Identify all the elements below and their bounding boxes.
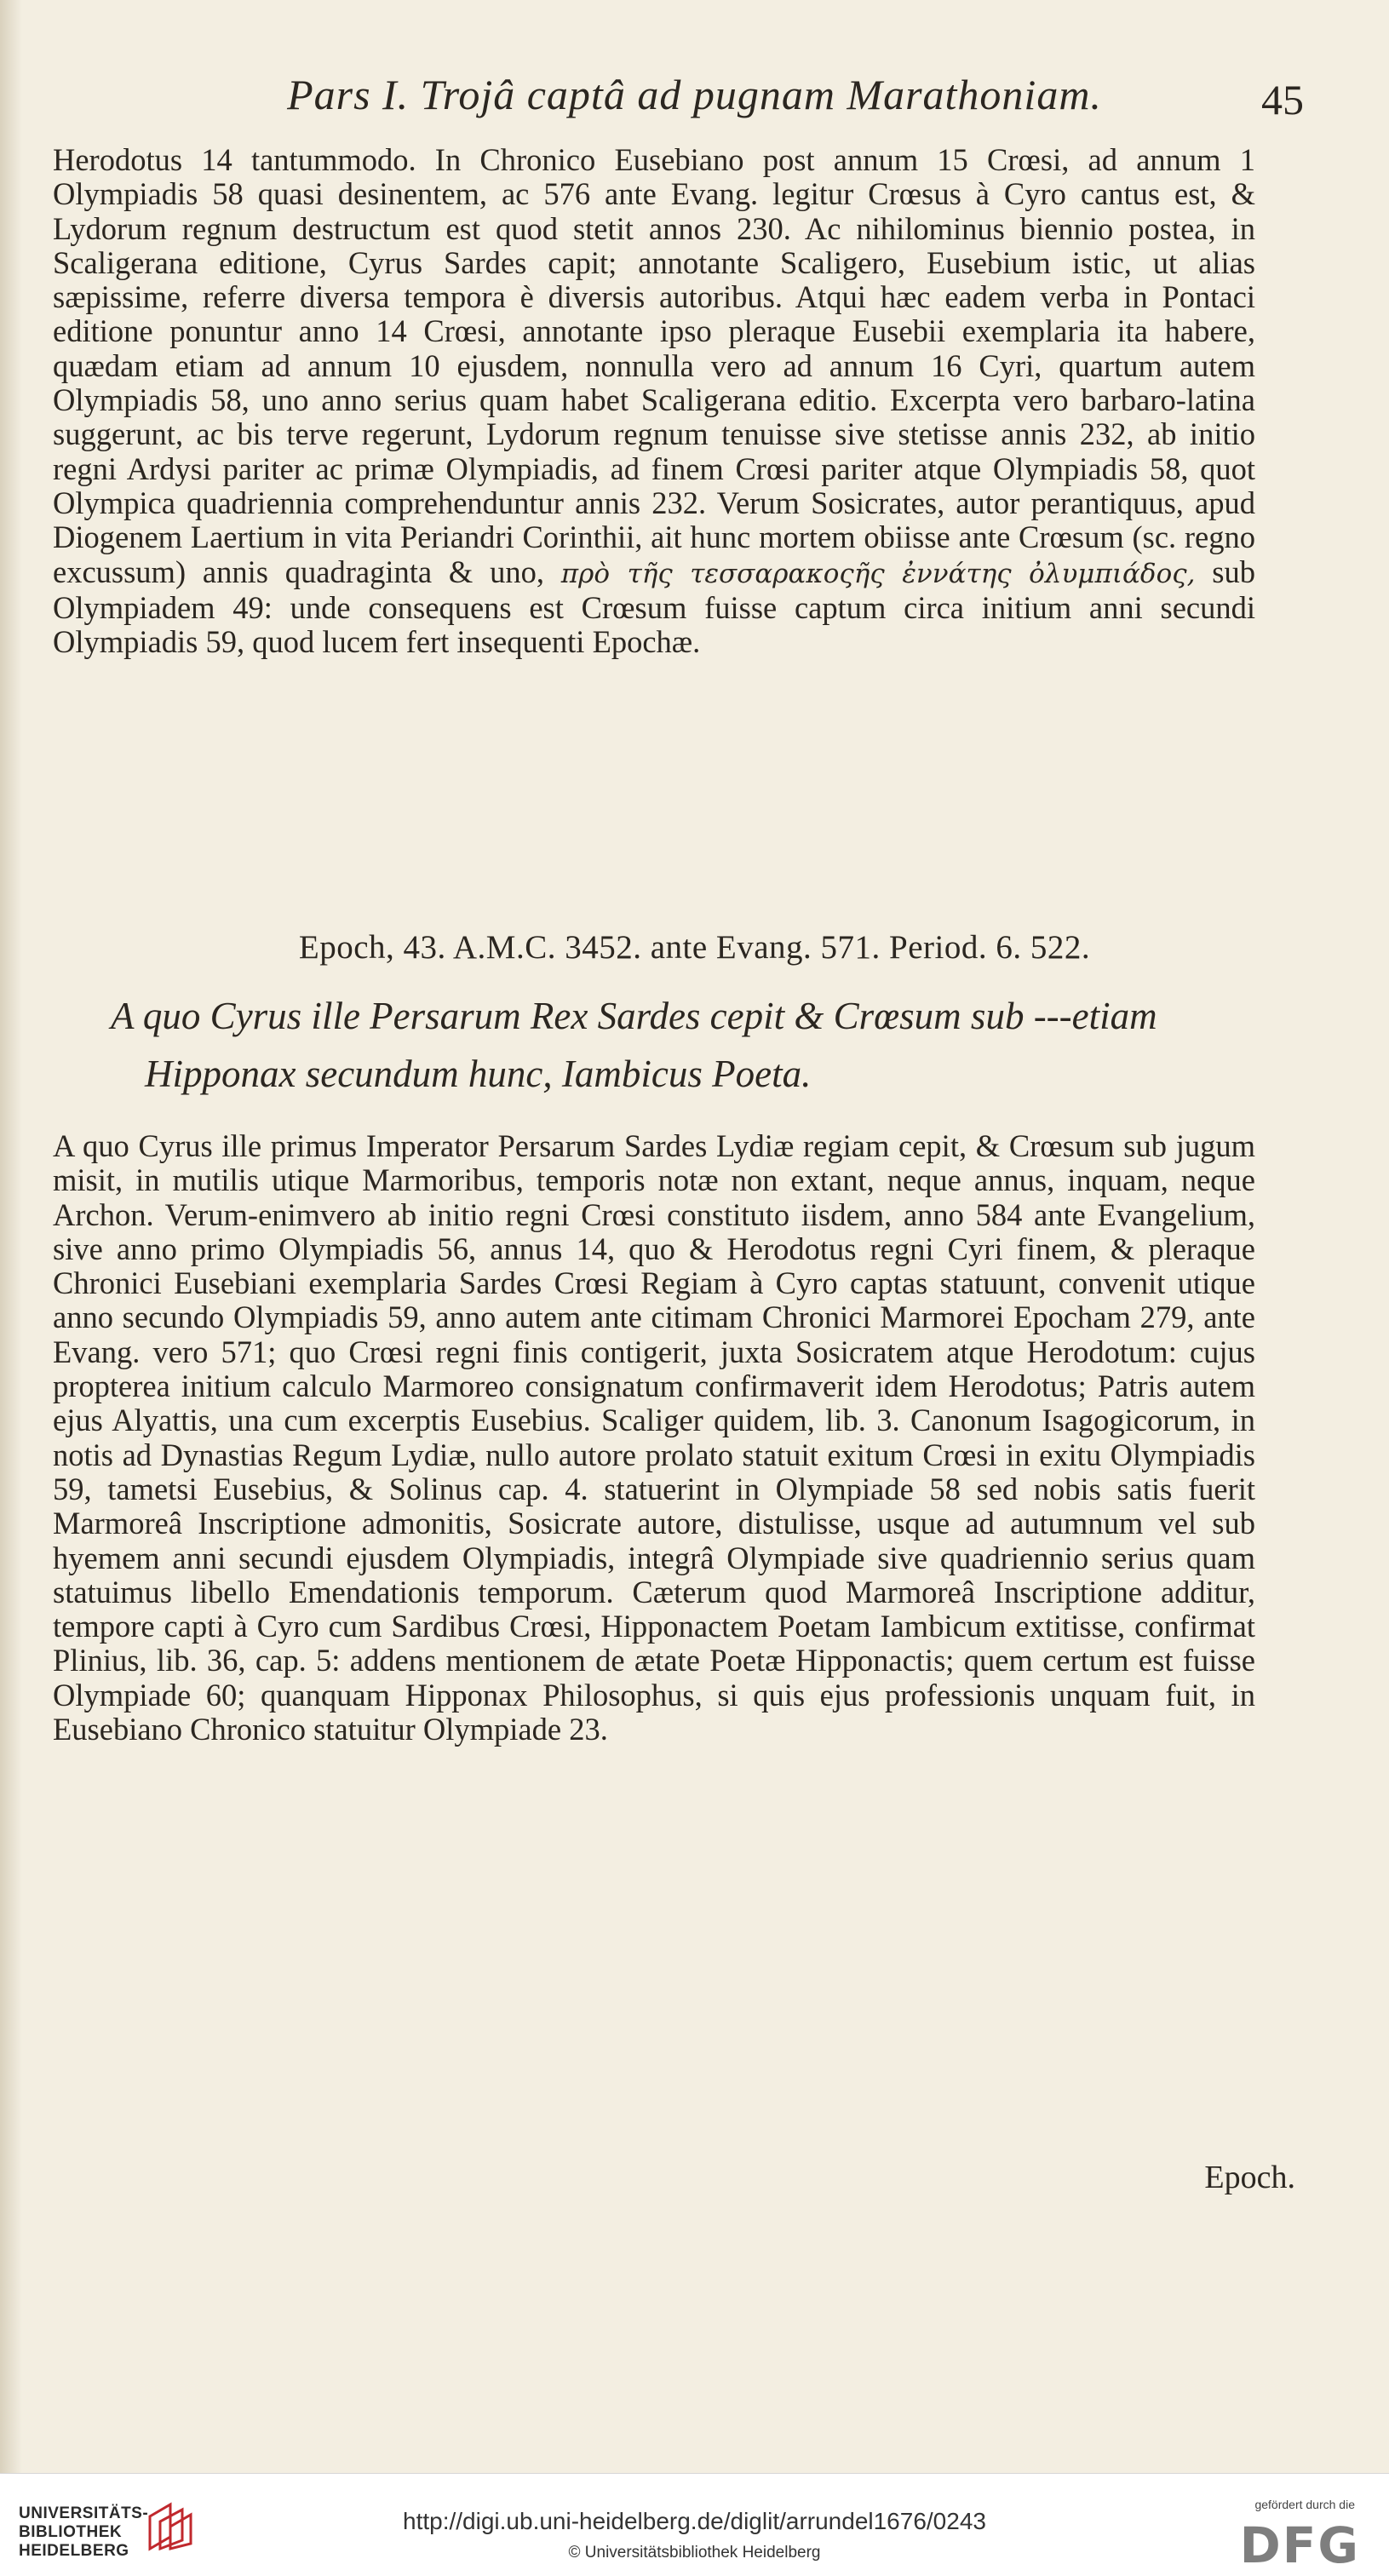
copyright-notice: © Universitätsbibliothek Heidelberg xyxy=(568,2544,821,2562)
catchword: Epoch. xyxy=(1204,2160,1295,2195)
running-title: Pars I. Trojâ captâ ad pugnam Marathoniam. xyxy=(287,71,1102,118)
library-name-line-2: BIBLIOTHEK xyxy=(19,2523,123,2541)
paragraph-1-text-b: sub Olympiadem 49: unde consequens est Crœsum fuisse captum circa initium anni secundi Olympiadis 59, quod lucem fert insequenti Epochæ. xyxy=(53,554,1255,660)
gutter-shadow xyxy=(0,0,22,2473)
section-heading-line-1: A quo Cyrus ille Persarum Rex Sardes cepit & Crœsum sub ---etiam xyxy=(111,995,1157,1037)
running-header xyxy=(0,70,1389,138)
epoch-line: Epoch, 43. A.M.C. 3452. ante Evang. 571. Period. 6. 522. xyxy=(298,929,1091,966)
greek-phrase: πρὸ τῆς τεσσαρακοςῆς ἐννάτης ὀλυμπιάδος, xyxy=(560,558,1196,589)
permalink-url[interactable]: http://digi.ub.uni-heidelberg.de/diglit/arrundel1676/0243 xyxy=(403,2508,986,2534)
page-number: 45 xyxy=(1261,76,1304,123)
paragraph-2: A quo Cyrus ille primus Imperator Persarum Sardes Lydiæ regiam cepit, & Crœsum sub jugum misit, in mutilis utique Marmoribus, temporis notæ non extant, neque annus, inquam, neque Archon. Verum-enimvero ab initio regni Crœsi constituto iisdem, anno 584 ante Evangelium, sive anno primo Olympiadis 56, annus 14, quo & Herodotus regni Cyri finem, & pleraque Chronici Eusebiani exemplaria Sardes Crœsi Regiam à Cyro captas statuunt, convenit utique anno secundo Olympiadis 59, anno autem ante citimam Chronici Marmorei Epocham 279, ante Evang. vero 571; quo Crœsi regni finis contigerit, juxta Sosicratem atque Herodotum: cujus propterea initium calculo Marmoreo consignatum confirmaverit idem Herodotus; Patris autem ejus Alyattis, una cum excerptis Eusebius. Scaliger quidem, lib. 3. Canonum Isagogicorum, in notis ad Dynastias Regum Lydiæ, nullo autore prolato statuit exitum Crœsi in exitu Olympiadis 59, tametsi Eusebius, & Solinus cap. 4. statuerint in Olympiade 58 sed nobis satis fuerit Marmoreâ Inscriptione admonitis, Sosicrate autore, distulisse, usque ad autumnum vel sub hyemem anni secundi ejusdem Olympiadis, integrâ Olympiade sive quadriennio serius quam statuimus libello Emendationis temporum. Cæterum quod Marmoreâ Inscriptione additur, tempore capti à Cyro cum Sardibus Crœsi, Hipponactem Poetam Iambicum extitisse, confirmat Plinius, lib. 36, cap. 5: addens mentionem de ætate Poetæ Hipponactis; quem certum est fuisse Olympiade 60; quanquam Hipponax Philosophus, si quis ejus professionis unquam fuit, in Eusebiano Chronico statuitur Olympiade 23. xyxy=(53,1128,1255,1747)
dfg-logo[interactable]: DFG xyxy=(1239,2516,1360,2574)
paragraph-1 xyxy=(53,143,1255,659)
library-name-line-1: UNIVERSITÄTS- xyxy=(19,2504,149,2522)
library-name-line-3: HEIDELBERG xyxy=(19,2542,129,2560)
viewer-footer xyxy=(0,2473,1389,2576)
paragraph-1-text-a: Herodotus 14 tantummodo. In Chronico Eusebiano post annum 15 Crœsi, ad annum 1 Olympiadis 58 quasi desinentem, ac 576 ante Evang. legitur Crœsus à Cyro cantus est, & Lydorum regnum destructum est quod stetit annos 230. Ac nihilominus biennio postea, in Scaligerana editione, Cyrus Sardes capit; annotante Scaligero, Eusebium istic, ut alias sæpissime, referre diversa tempora è diversis autoribus. Atqui hæc eadem verba in Pontaci editione ponuntur anno 14 Crœsi, annotante ipso pleraque Eusebii exemplaria ita habere, quædam etiam ad annum 10 ejusdem, nonnulla vero ad annum 16 Cyri, quartum autem Olympiadis 58, uno anno serius quam habet Scaligerana editio. Excerpta vero barbaro-latina suggerunt, ac bis terve regerunt, Lydorum regnum tenuisse sive stetisse annis 232, ab initio regni Ardysi pariter ac primæ Olympiadis, ad finem Crœsi pariter atque Olympiadis 58, quot Olympica quadriennia comprehenduntur annis 232. Verum Sosicrates, autor perantiquus, apud Diogenem Laertium in vita Periandri Corinthii, ait hunc mortem obiisse ante Crœsum (sc. regno excussum) annis quadraginta & uno, xyxy=(53,142,1255,589)
sponsor-label: gefördert durch die xyxy=(1254,2498,1355,2511)
section-heading-line-2: Hipponax secundum hunc, Iambicus Poeta. xyxy=(145,1053,812,1095)
